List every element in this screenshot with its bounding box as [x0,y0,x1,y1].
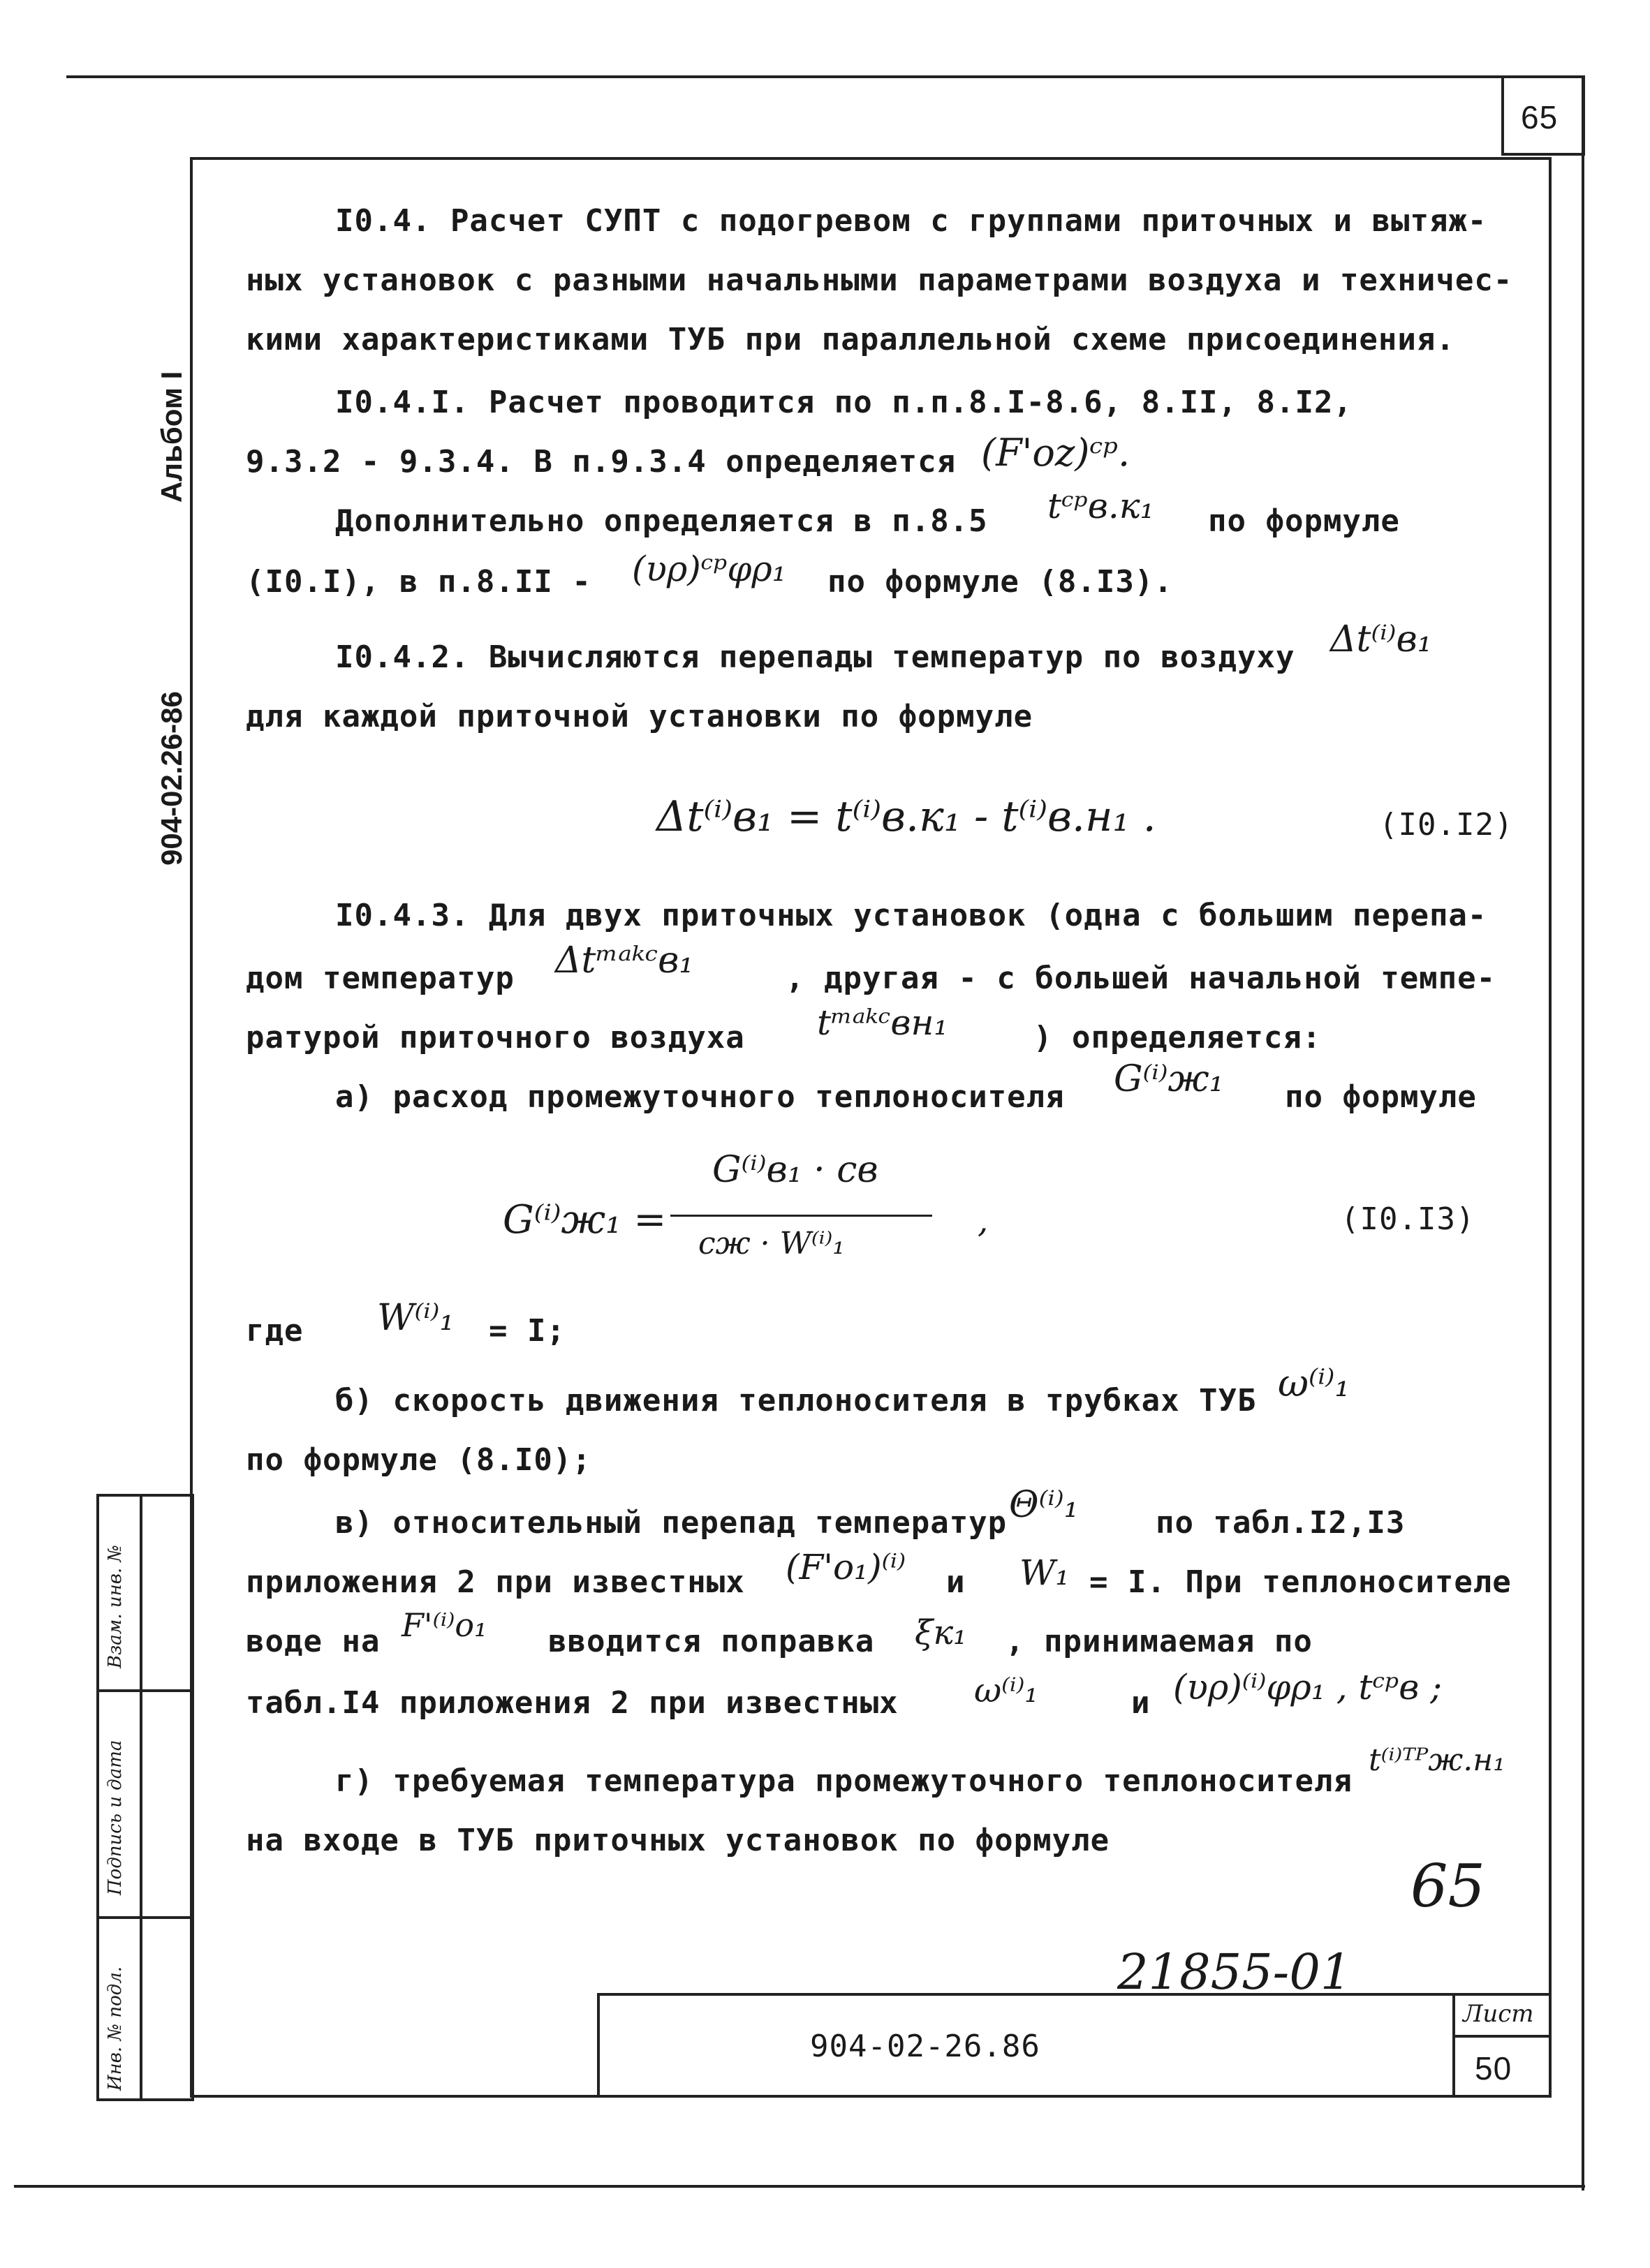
line-8: (I0.I), в п.8.II - [246,564,591,600]
hw-xi: ξк₁ [915,1613,967,1652]
hw-omega2: ω⁽ⁱ⁾₁ [974,1671,1038,1710]
line-27: = I. При теплоносителе [1089,1564,1512,1600]
title-block [597,1993,1552,2098]
line-2: ных установок с разными начальными параметрами воздуха и техничес- [246,262,1513,298]
formula-1013-den: cж · W⁽ⁱ⁾₁ [698,1226,845,1261]
hw-delta-t: Δt⁽ⁱ⁾в₁ [1330,618,1432,660]
line-16: ) определяется: [1033,1020,1322,1055]
hw-w1: W⁽ⁱ⁾₁ [377,1297,455,1339]
eq-number-1013: (I0.I3) [1341,1201,1475,1237]
line-26: и [946,1564,966,1600]
line-34: на входе в ТУБ приточных установок по формуле [246,1823,1110,1858]
formula-1013-bar [670,1215,932,1217]
hw-f-o1b: F'⁽ⁱ⁾o₁ [402,1606,487,1644]
line-29: вводится поправка [548,1624,875,1659]
hw-f-o1: (F'o₁)⁽ⁱ⁾ [786,1547,906,1587]
stamp-signature-date: Подпись и дата [105,1740,126,1895]
formula-1012: Δt⁽ⁱ⁾в₁ = t⁽ⁱ⁾в.к₁ - t⁽ⁱ⁾в.н₁ . [656,792,1156,841]
page-number: 65 [1521,99,1559,135]
line-12: I0.4.3. Для двух приточных установок (одна с большим перепа- [335,898,1487,933]
hw-theta: Θ⁽ⁱ⁾₁ [1009,1484,1079,1526]
top-rule [66,75,1585,78]
formula-1013-comma: , [978,1201,989,1240]
hw-t-vn-max: tᵐᵃᵏᶜвн₁ [817,1002,948,1043]
line-31: табл.I4 приложения 2 при известных [246,1685,899,1721]
formula-1013-lhs: G⁽ⁱ⁾ж₁ = [503,1197,667,1243]
line-18: по формуле [1285,1079,1477,1115]
eq-number-1012: (I0.I2) [1379,807,1514,843]
hw-page-number: 65 [1410,1852,1485,1920]
line-30: , принимаемая по [1006,1624,1313,1659]
line-33: г) требуемая температура промежуточного теплоносителя [335,1763,1353,1799]
line-11: для каждой приточной установки по формуле [246,699,1033,734]
title-block-sheet-rule [1452,2035,1552,2038]
hw-vp: (υρ)ᶜᵖφρ₁ [632,549,786,589]
line-14: , другая - с большей начальной темпе- [786,961,1496,996]
hw-delta-t-max: Δtᵐᵃᵏᶜв₁ [555,940,694,981]
hw-w1b: W₁ [1019,1552,1070,1593]
line-7: по формуле [1208,503,1400,539]
line-10: I0.4.2. Вычисляются перепады температур по воздуху [335,639,1295,675]
hw-f-oz: (F'oz)ᶜᵖ. [981,431,1130,475]
line-6: Дополнительно определяется в п.8.5 [335,503,988,539]
bottom-rule [14,2185,1585,2188]
line-13: дом температур [246,961,515,996]
line-22: по формуле (8.I0); [246,1442,591,1478]
line-1: I0.4. Расчет СУПТ с подогревом с группами приточных и вытяж- [335,203,1487,239]
hw-vp2: (υρ)⁽ⁱ⁾φρ₁ , tᶜᵖв ; [1173,1667,1443,1707]
line-5: 9.3.2 - 9.3.4. В п.9.3.4 определяется [246,444,957,480]
stamp-row-1 [96,1689,194,1692]
line-21: б) скорость движения теплоносителя в трубках ТУБ [335,1383,1257,1418]
line-9: по формуле (8.I3). [827,564,1173,600]
line-3: кими характеристиками ТУБ при параллельной схеме присоединения. [246,322,1455,357]
hw-omega: ω⁽ⁱ⁾₁ [1278,1361,1350,1405]
right-outer-rule [1582,75,1584,2191]
line-25: приложения 2 при известных [246,1564,745,1600]
album-label: Альбом I [155,371,188,503]
line-32: и [1131,1685,1151,1721]
stamp-inv-original: Инв. № подл. [105,1966,126,2091]
line-28: воде на [246,1624,381,1659]
hw-g-zh: G⁽ⁱ⁾ж₁ [1114,1058,1224,1100]
title-doc-code: 904-02-26.86 [810,2029,1040,2064]
line-20: = I; [489,1313,566,1349]
stamp-row-2 [96,1916,194,1919]
title-block-divider [1452,1993,1455,2098]
hw-t-zh: t⁽ⁱ⁾ᵀᴾж.н₁ [1369,1742,1505,1778]
hw-t-vk: tᶜᵖв.к₁ [1047,486,1154,526]
line-23: в) относительный перепад температур [335,1505,1008,1541]
formula-1013-num: G⁽ⁱ⁾в₁ · cв [712,1149,878,1191]
line-24: по табл.I2,I3 [1156,1505,1406,1541]
line-15: ратурой приточного воздуха [246,1020,745,1055]
hw-archive-number: 21855-01 [1117,1943,1352,2001]
sheet-label: Лист [1463,2000,1534,2028]
line-4: I0.4.I. Расчет проводится по п.п.8.I-8.6, 8.II, 8.I2, [335,385,1353,420]
stamp-divider [140,1494,142,2101]
line-19: где [246,1313,304,1349]
sheet-number: 50 [1475,2050,1512,2087]
sidebar-doc-code: 904-02.26-86 [155,691,188,866]
line-17: а) расход промежуточного теплоносителя [335,1079,1065,1115]
stamp-replaces-inv: Взам. инв. № [105,1544,126,1668]
